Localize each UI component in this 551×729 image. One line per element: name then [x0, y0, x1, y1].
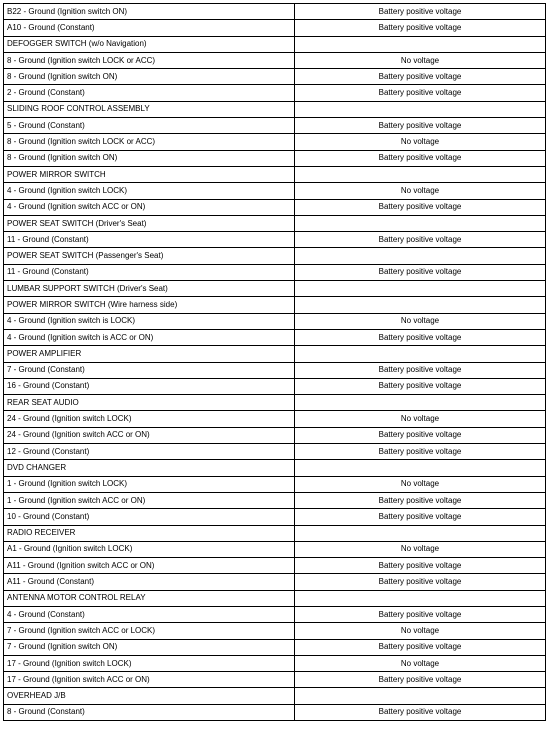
component-name: LUMBAR SUPPORT SWITCH (Driver's Seat)	[4, 281, 295, 297]
terminal-connection: 4 - Ground (Ignition switch LOCK)	[4, 183, 295, 199]
component-header-blank-cell	[295, 166, 546, 182]
voltage-check-table-body	[4, 4, 546, 721]
specified-condition: Battery positive voltage	[295, 378, 546, 394]
component-header-row	[4, 215, 546, 231]
component-name: POWER MIRROR SWITCH (Wire harness side)	[4, 297, 295, 313]
component-name: DVD CHANGER	[4, 460, 295, 476]
terminal-connection: 7 - Ground (Ignition switch ON)	[4, 639, 295, 655]
specified-condition: Battery positive voltage	[295, 362, 546, 378]
terminal-row	[4, 623, 546, 639]
component-header-blank-cell	[295, 248, 546, 264]
component-header-row	[4, 166, 546, 182]
specified-condition: Battery positive voltage	[295, 118, 546, 134]
specified-condition: Battery positive voltage	[295, 606, 546, 622]
component-header-blank-cell	[295, 101, 546, 117]
terminal-connection: 7 - Ground (Ignition switch ACC or LOCK)	[4, 623, 295, 639]
specified-condition: Battery positive voltage	[295, 199, 546, 215]
component-header-row	[4, 297, 546, 313]
terminal-row	[4, 606, 546, 622]
specified-condition: No voltage	[295, 476, 546, 492]
terminal-connection: 12 - Ground (Constant)	[4, 444, 295, 460]
specified-condition: No voltage	[295, 655, 546, 671]
terminal-row	[4, 362, 546, 378]
terminal-connection: A1 - Ground (Ignition switch LOCK)	[4, 541, 295, 557]
terminal-connection: 17 - Ground (Ignition switch LOCK)	[4, 655, 295, 671]
specified-condition: Battery positive voltage	[295, 558, 546, 574]
component-name: RADIO RECEIVER	[4, 525, 295, 541]
component-name: POWER MIRROR SWITCH	[4, 166, 295, 182]
component-name: ANTENNA MOTOR CONTROL RELAY	[4, 590, 295, 606]
terminal-row	[4, 427, 546, 443]
terminal-connection: A11 - Ground (Ignition switch ACC or ON)	[4, 558, 295, 574]
terminal-row	[4, 704, 546, 720]
terminal-connection: A11 - Ground (Constant)	[4, 574, 295, 590]
component-name: SLIDING ROOF CONTROL ASSEMBLY	[4, 101, 295, 117]
terminal-row	[4, 183, 546, 199]
specified-condition: Battery positive voltage	[295, 264, 546, 280]
terminal-row	[4, 134, 546, 150]
component-header-row	[4, 281, 546, 297]
terminal-row	[4, 444, 546, 460]
component-header-row	[4, 395, 546, 411]
component-header-blank-cell	[295, 395, 546, 411]
voltage-check-table	[3, 3, 546, 721]
component-header-blank-cell	[295, 525, 546, 541]
terminal-row	[4, 4, 546, 20]
component-name: DEFOGGER SWITCH (w/o Navigation)	[4, 36, 295, 52]
terminal-connection: 4 - Ground (Ignition switch ACC or ON)	[4, 199, 295, 215]
terminal-connection: 16 - Ground (Constant)	[4, 378, 295, 394]
specified-condition: No voltage	[295, 313, 546, 329]
component-header-blank-cell	[295, 281, 546, 297]
terminal-row	[4, 541, 546, 557]
component-header-row	[4, 590, 546, 606]
component-header-row	[4, 346, 546, 362]
terminal-connection: 8 - Ground (Constant)	[4, 704, 295, 720]
specified-condition: Battery positive voltage	[295, 150, 546, 166]
terminal-row	[4, 313, 546, 329]
specified-condition: Battery positive voltage	[295, 20, 546, 36]
specified-condition: Battery positive voltage	[295, 4, 546, 20]
specified-condition: No voltage	[295, 541, 546, 557]
specified-condition: Battery positive voltage	[295, 704, 546, 720]
terminal-connection: 4 - Ground (Ignition switch is ACC or ON)	[4, 329, 295, 345]
specified-condition: No voltage	[295, 134, 546, 150]
terminal-row	[4, 20, 546, 36]
terminal-row	[4, 411, 546, 427]
specified-condition: Battery positive voltage	[295, 69, 546, 85]
specified-condition: Battery positive voltage	[295, 492, 546, 508]
terminal-row	[4, 52, 546, 68]
component-name: POWER SEAT SWITCH (Driver's Seat)	[4, 215, 295, 231]
terminal-row	[4, 264, 546, 280]
specified-condition: Battery positive voltage	[295, 232, 546, 248]
terminal-row	[4, 574, 546, 590]
component-header-row	[4, 460, 546, 476]
component-header-blank-cell	[295, 590, 546, 606]
specified-condition: Battery positive voltage	[295, 639, 546, 655]
component-header-blank-cell	[295, 688, 546, 704]
terminal-row	[4, 378, 546, 394]
terminal-connection: A10 - Ground (Constant)	[4, 20, 295, 36]
terminal-connection: 11 - Ground (Constant)	[4, 232, 295, 248]
terminal-row	[4, 655, 546, 671]
specified-condition: No voltage	[295, 52, 546, 68]
component-header-row	[4, 525, 546, 541]
terminal-connection: 8 - Ground (Ignition switch LOCK or ACC)	[4, 134, 295, 150]
terminal-row	[4, 476, 546, 492]
component-header-row	[4, 688, 546, 704]
specified-condition: Battery positive voltage	[295, 672, 546, 688]
terminal-connection: 24 - Ground (Ignition switch ACC or ON)	[4, 427, 295, 443]
terminal-connection: 24 - Ground (Ignition switch LOCK)	[4, 411, 295, 427]
terminal-connection: 7 - Ground (Constant)	[4, 362, 295, 378]
component-header-row	[4, 248, 546, 264]
specified-condition: Battery positive voltage	[295, 509, 546, 525]
terminal-row	[4, 199, 546, 215]
component-header-blank-cell	[295, 297, 546, 313]
terminal-connection: 11 - Ground (Constant)	[4, 264, 295, 280]
specified-condition: Battery positive voltage	[295, 329, 546, 345]
terminal-row	[4, 492, 546, 508]
component-name: POWER SEAT SWITCH (Passenger's Seat)	[4, 248, 295, 264]
terminal-row	[4, 85, 546, 101]
specified-condition: Battery positive voltage	[295, 574, 546, 590]
terminal-row	[4, 150, 546, 166]
specified-condition: No voltage	[295, 411, 546, 427]
terminal-row	[4, 69, 546, 85]
component-header-blank-cell	[295, 36, 546, 52]
terminal-connection: 8 - Ground (Ignition switch ON)	[4, 69, 295, 85]
component-header-blank-cell	[295, 346, 546, 362]
terminal-connection: 1 - Ground (Ignition switch LOCK)	[4, 476, 295, 492]
terminal-connection: 4 - Ground (Ignition switch is LOCK)	[4, 313, 295, 329]
terminal-connection: 8 - Ground (Ignition switch ON)	[4, 150, 295, 166]
component-name: OVERHEAD J/B	[4, 688, 295, 704]
terminal-connection: 10 - Ground (Constant)	[4, 509, 295, 525]
terminal-connection: 1 - Ground (Ignition switch ACC or ON)	[4, 492, 295, 508]
terminal-connection: 4 - Ground (Constant)	[4, 606, 295, 622]
component-header-blank-cell	[295, 460, 546, 476]
component-name: REAR SEAT AUDIO	[4, 395, 295, 411]
component-header-row	[4, 101, 546, 117]
terminal-connection: B22 - Ground (Ignition switch ON)	[4, 4, 295, 20]
terminal-connection: 2 - Ground (Constant)	[4, 85, 295, 101]
specified-condition: Battery positive voltage	[295, 427, 546, 443]
terminal-row	[4, 672, 546, 688]
component-header-row	[4, 36, 546, 52]
terminal-row	[4, 509, 546, 525]
terminal-row	[4, 558, 546, 574]
component-name: POWER AMPLIFIER	[4, 346, 295, 362]
terminal-row	[4, 232, 546, 248]
specified-condition: No voltage	[295, 623, 546, 639]
terminal-row	[4, 118, 546, 134]
specified-condition: No voltage	[295, 183, 546, 199]
terminal-row	[4, 639, 546, 655]
terminal-connection: 5 - Ground (Constant)	[4, 118, 295, 134]
specified-condition: Battery positive voltage	[295, 85, 546, 101]
specified-condition: Battery positive voltage	[295, 444, 546, 460]
terminal-connection: 17 - Ground (Ignition switch ACC or ON)	[4, 672, 295, 688]
terminal-connection: 8 - Ground (Ignition switch LOCK or ACC)	[4, 52, 295, 68]
component-header-blank-cell	[295, 215, 546, 231]
terminal-row	[4, 329, 546, 345]
